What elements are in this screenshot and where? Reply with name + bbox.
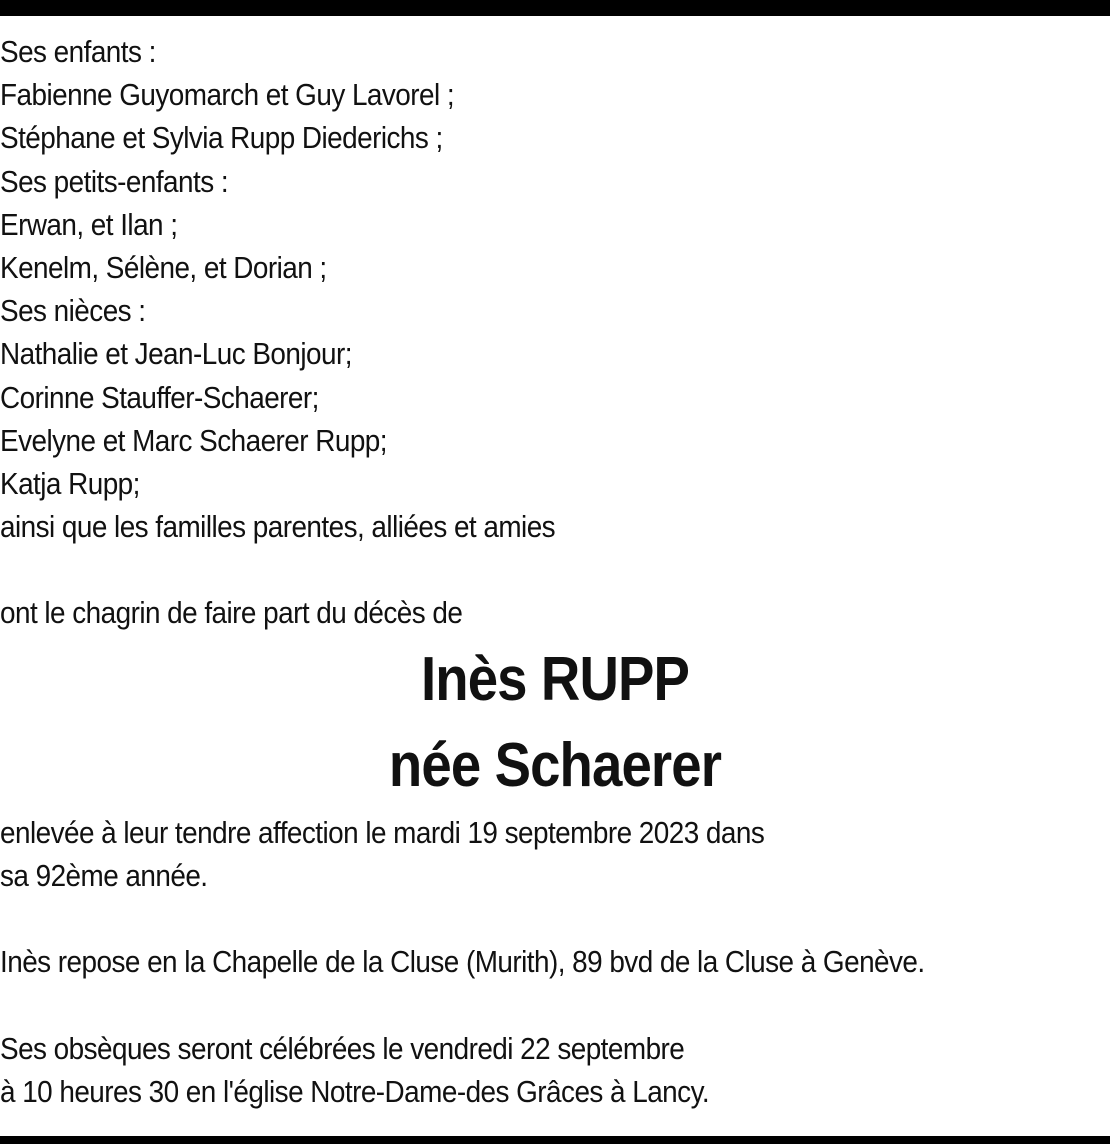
spacer	[0, 897, 1110, 940]
top-border-rule	[0, 0, 1110, 16]
maiden-name: née Schaerer	[388, 730, 722, 800]
family-heading-nieces: Ses nièces :	[0, 293, 146, 329]
bottom-border-rule	[0, 1136, 1110, 1144]
repose-location: Inès repose en la Chapelle de la Cluse (Murith), 89 bvd de la Cluse à Genève.	[0, 944, 925, 980]
family-line: Erwan, et Ilan ;	[0, 206, 178, 242]
family-line: Katja Rupp;	[0, 465, 140, 501]
death-details-line: sa 92ème année.	[0, 857, 208, 893]
deceased-name: Inès RUPP	[420, 644, 689, 714]
family-heading-grandchildren: Ses petits-enfants :	[0, 163, 229, 199]
family-closing-line: ainsi que les familles parentes, alliées et amies	[0, 509, 556, 545]
deceased-name-block	[0, 635, 1110, 811]
family-line: Nathalie et Jean-Luc Bonjour;	[0, 336, 352, 372]
family-line: Corinne Stauffer-Schaerer;	[0, 379, 319, 415]
spacer	[0, 548, 1110, 591]
death-details	[0, 811, 1110, 897]
family-line: Fabienne Guyomarch et Guy Lavorel ;	[0, 77, 455, 113]
family-line: Evelyne et Marc Schaerer Rupp;	[0, 422, 387, 458]
family-list	[0, 30, 1110, 548]
funeral-details	[0, 1027, 1110, 1113]
family-line: Stéphane et Sylvia Rupp Diederichs ;	[0, 120, 443, 156]
family-heading-children: Ses enfants :	[0, 34, 156, 69]
family-line: Kenelm, Sélène, et Dorian ;	[0, 249, 327, 285]
funeral-details-line: Ses obsèques seront célébrées le vendredi 22 septembre	[0, 1030, 685, 1066]
announcement-text: ont le chagrin de faire part du décès de	[0, 595, 463, 631]
death-details-line: enlevée à leur tendre affection le mardi 19 septembre 2023 dans	[0, 814, 765, 850]
spacer	[0, 983, 1110, 1026]
funeral-details-line: à 10 heures 30 en l'église Notre-Dame-des Grâces à Lancy.	[0, 1073, 710, 1109]
obituary-notice	[0, 30, 1110, 1113]
